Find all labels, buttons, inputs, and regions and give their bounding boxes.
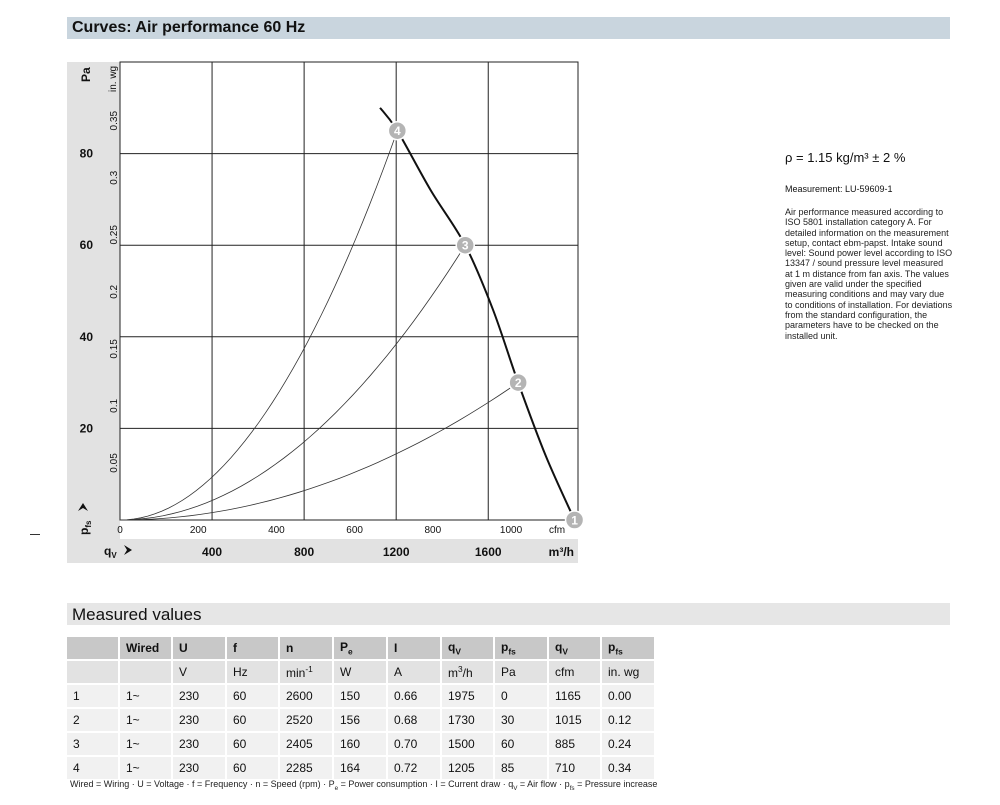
plot-area (120, 62, 578, 520)
table-cell: V (173, 661, 227, 685)
table-row (67, 733, 656, 757)
table-cell: 150 (334, 685, 388, 709)
measured-section-header (67, 603, 950, 625)
measured-section-title: Measured values (72, 605, 202, 624)
x-tick-label-m3h: 800 (294, 545, 315, 559)
legend-part-d: = Pressure increase (574, 779, 658, 789)
table-cell: 1165 (549, 685, 602, 709)
x-unit-cfm: cfm (548, 525, 566, 536)
table-cell: 1~ (120, 757, 173, 781)
y-unit-pa: Pa (79, 67, 93, 82)
table-cell: 160 (334, 733, 388, 757)
x-tick-label-cfm: 400 (268, 525, 285, 536)
measured-values-table (67, 637, 656, 781)
table-cell: 0.72 (388, 757, 442, 781)
table-cell: 85 (495, 757, 549, 781)
table-cell (67, 637, 120, 661)
table-cell: 885 (549, 733, 602, 757)
table-header-row (67, 637, 656, 661)
x-tick-label-cfm: 800 (424, 525, 442, 536)
table-cell: n (280, 637, 334, 661)
table-cell: $q_V$ (442, 637, 495, 661)
operating-point-label: 3 (461, 238, 469, 253)
table-cell: 1500 (442, 733, 495, 757)
air-density: ρ = 1.15 kg/m³ ± 2 % (785, 150, 906, 165)
table-cell: A (388, 661, 442, 685)
table-cell: 60 (227, 685, 280, 709)
y-axis-symbol-sub: fs (84, 520, 93, 528)
y-tick-label-inwg: 0.2 (109, 284, 120, 299)
table-cell: in. wg (602, 661, 656, 685)
table-cell: 3 (67, 733, 120, 757)
table-cell: Hz (227, 661, 280, 685)
table-cell: W (334, 661, 388, 685)
table-cell: 1~ (120, 685, 173, 709)
table-cell: Pa (495, 661, 549, 685)
table-cell: 4 (67, 757, 120, 781)
legend-sub-c: fs (569, 784, 575, 792)
table-cell: 0.00 (602, 685, 656, 709)
x-tick-label-cfm: 1000 (499, 525, 523, 536)
table-cell: 230 (173, 709, 227, 733)
y-tick-label-inwg: 0.25 (109, 225, 120, 245)
x-tick-label-m3h: 1200 (382, 545, 410, 559)
table-cell: 1205 (442, 757, 495, 781)
table-cell: 156 (334, 709, 388, 733)
y-tick-label-inwg: 0.15 (109, 339, 120, 359)
x-tick-label-m3h: 400 (202, 545, 223, 559)
table-cell: 2 (67, 709, 120, 733)
legend-part-a: Wired = Wiring · U = Voltage · f = Frequency · n = Speed (rpm) · P (70, 779, 335, 789)
table-cell: 2520 (280, 709, 334, 733)
table-cell: 2600 (280, 685, 334, 709)
x-tick-label-m3h: 1600 (474, 545, 502, 559)
table-cell: $\min^{-1}$ (280, 661, 334, 685)
table-legend (70, 779, 657, 792)
table-row (67, 709, 656, 733)
table-cell: 60 (227, 709, 280, 733)
table-cell: 60 (227, 733, 280, 757)
table-cell: 0.66 (388, 685, 442, 709)
y-tick-label-inwg: 0.1 (109, 398, 120, 413)
table-cell: 0.24 (602, 733, 656, 757)
y-unit-inwg: in. wg (108, 65, 119, 92)
measurement-notes: Air performance measured according to ISO 5801 installation category A. For detailed information on the measurement setup, contact ebm-papst. Intake sound level: Sound power level according to ISO 13347 / sound pressure level measured at 1 m distance from fan axis. The values given are valid under the specified measuring conditions and may vary due to conditions of installation. For deviations from the standard configuration, the parameters have to be checked on the installed unit. (785, 207, 953, 341)
table-cell: Wired (120, 637, 173, 661)
legend-sub-a: e (334, 784, 339, 792)
table-row (67, 685, 656, 709)
table-cell: 2405 (280, 733, 334, 757)
x-axis-symbol-sub: V (111, 551, 117, 560)
table-cell: 0 (495, 685, 549, 709)
x-tick-label-cfm: 600 (346, 525, 363, 536)
table-row (67, 757, 656, 781)
table-cell: $P_e$ (334, 637, 388, 661)
table-cell: 230 (173, 733, 227, 757)
legend-sub-b: V (513, 784, 518, 792)
table-cell: $m^3/h$ (442, 661, 495, 685)
table-cell: $p_{fs}$ (495, 637, 549, 661)
y-tick-label-pa: 20 (79, 421, 93, 436)
legend-part-c: = Air flow · p (517, 779, 570, 789)
curves-section-title: Curves: Air performance 60 Hz (72, 19, 306, 36)
y-axis-symbol-p: p (77, 527, 91, 535)
table-cell: 60 (227, 757, 280, 781)
x-axis-symbol-q: q (104, 544, 112, 558)
table-cell (120, 661, 173, 685)
table-cell: 710 (549, 757, 602, 781)
operating-point-label: 1 (571, 513, 578, 528)
table-cell: 30 (495, 709, 549, 733)
y-tick-label-pa: 60 (79, 238, 93, 253)
table-cell (67, 661, 120, 685)
table-units-row (67, 661, 656, 685)
table-cell: 164 (334, 757, 388, 781)
x-unit-m3h: m³/h (548, 545, 574, 559)
legend-part-b: = Power consumption · I = Current draw · q (338, 779, 514, 789)
table-cell: cfm (549, 661, 602, 685)
x-tick-label-cfm: 0 (117, 525, 123, 536)
table-cell: 0.12 (602, 709, 656, 733)
table-cell: 0.68 (388, 709, 442, 733)
y-tick-label-pa: 80 (79, 146, 93, 161)
measurement-id: Measurement: LU-59609-1 (785, 184, 893, 194)
table-cell: $p_{fs}$ (602, 637, 656, 661)
y-tick-label-inwg: 0.3 (109, 170, 120, 185)
table-cell: 0.70 (388, 733, 442, 757)
table-cell: 1730 (442, 709, 495, 733)
table-cell: 2285 (280, 757, 334, 781)
table-cell: U (173, 637, 227, 661)
y-tick-label-inwg: 0.05 (109, 453, 120, 473)
table-cell: 60 (495, 733, 549, 757)
table-cell: 230 (173, 685, 227, 709)
y-tick-label-inwg: 0.35 (109, 110, 120, 131)
table-cell: I (388, 637, 442, 661)
table-cell: 1975 (442, 685, 495, 709)
y-tick-label-pa: 40 (79, 329, 93, 344)
table-cell: 230 (173, 757, 227, 781)
table-cell: 1 (67, 685, 120, 709)
table-cell: $q_V$ (549, 637, 602, 661)
table-cell: 0.34 (602, 757, 656, 781)
operating-point-label: 4 (393, 124, 401, 139)
margin-dash (30, 534, 40, 535)
table-cell: 1015 (549, 709, 602, 733)
x-tick-label-cfm: 200 (189, 525, 207, 536)
operating-point-label: 2 (514, 376, 522, 391)
table-cell: 1~ (120, 709, 173, 733)
y-axis-band (67, 62, 120, 563)
table-cell: f (227, 637, 280, 661)
table-cell: 1~ (120, 733, 173, 757)
